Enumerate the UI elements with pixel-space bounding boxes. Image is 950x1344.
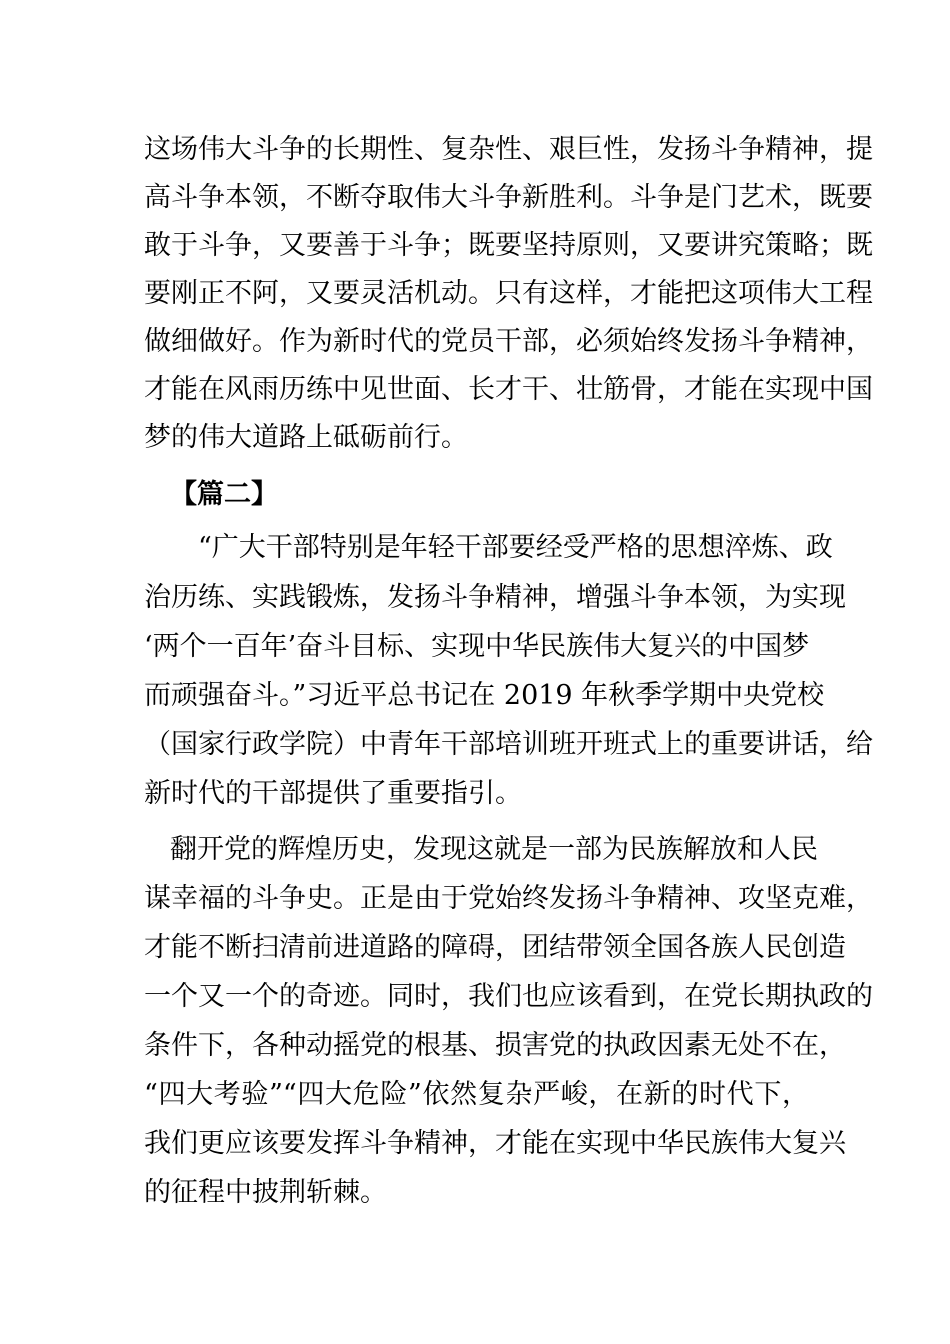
paragraph-1-line: 梦的伟大道路上砥砺前行。 [144,422,468,453]
paragraph-1-line: 敢于斗争，又要善于斗争；既要坚持原则，又要讲究策略；既 [144,230,873,261]
paragraph-3-line: 谋幸福的斗争史。正是由于党始终发扬斗争精神、攻坚克难， [144,883,873,914]
paragraph-2-line: ‘两个一百年’奋斗目标、实现中华民族伟大复兴的中国梦 [144,631,810,662]
section-heading: 【篇二】 [170,479,278,510]
paragraph-3-line: 才能不断扫清前进道路的障碍，团结带领全国各族人民创造 [144,932,846,963]
paragraph-1-line: 做细做好。作为新时代的党员干部，必须始终发扬斗争精神， [144,326,873,357]
paragraph-1-line: 才能在风雨历练中见世面、长才干、壮筋骨，才能在实现中国 [144,374,873,405]
paragraph-3-line: “四大考验”“四大危险”依然复杂严峻，在新的时代下， [144,1079,809,1110]
paragraph-2-line: 新时代的干部提供了重要指引。 [144,778,522,809]
paragraph-3-line: 翻开党的辉煌历史，发现这就是一部为民族解放和人民 [170,834,818,865]
paragraph-3-line: 的征程中披荆斩棘。 [144,1177,387,1208]
paragraph-1-line: 这场伟大斗争的长期性、复杂性、艰巨性，发扬斗争精神，提 [144,134,873,165]
paragraph-2-line: 治历练、实践锻炼，发扬斗争精神，增强斗争本领，为实现 [144,582,846,613]
paragraph-2-line: 而顽强奋斗。”习近平总书记在 2019 年秋季学期中央党校 [144,680,825,711]
paragraph-3-line: 一个又一个的奇迹。同时，我们也应该看到，在党长期执政的 [144,981,873,1012]
paragraph-1-line: 高斗争本领，不断夺取伟大斗争新胜利。斗争是门艺术，既要 [144,182,873,213]
paragraph-1-line: 要刚正不阿，又要灵活机动。只有这样，才能把这项伟大工程 [144,278,873,309]
paragraph-3-line: 条件下，各种动摇党的根基、损害党的执政因素无处不在， [144,1030,846,1061]
paragraph-2-line: “广大干部特别是年轻干部要经受严格的思想淬炼、政 [198,532,833,563]
paragraph-3-line: 我们更应该要发挥斗争精神，才能在实现中华民族伟大复兴 [144,1128,846,1159]
paragraph-2-line: （国家行政学院）中青年干部培训班开班式上的重要讲话，给 [144,729,873,760]
